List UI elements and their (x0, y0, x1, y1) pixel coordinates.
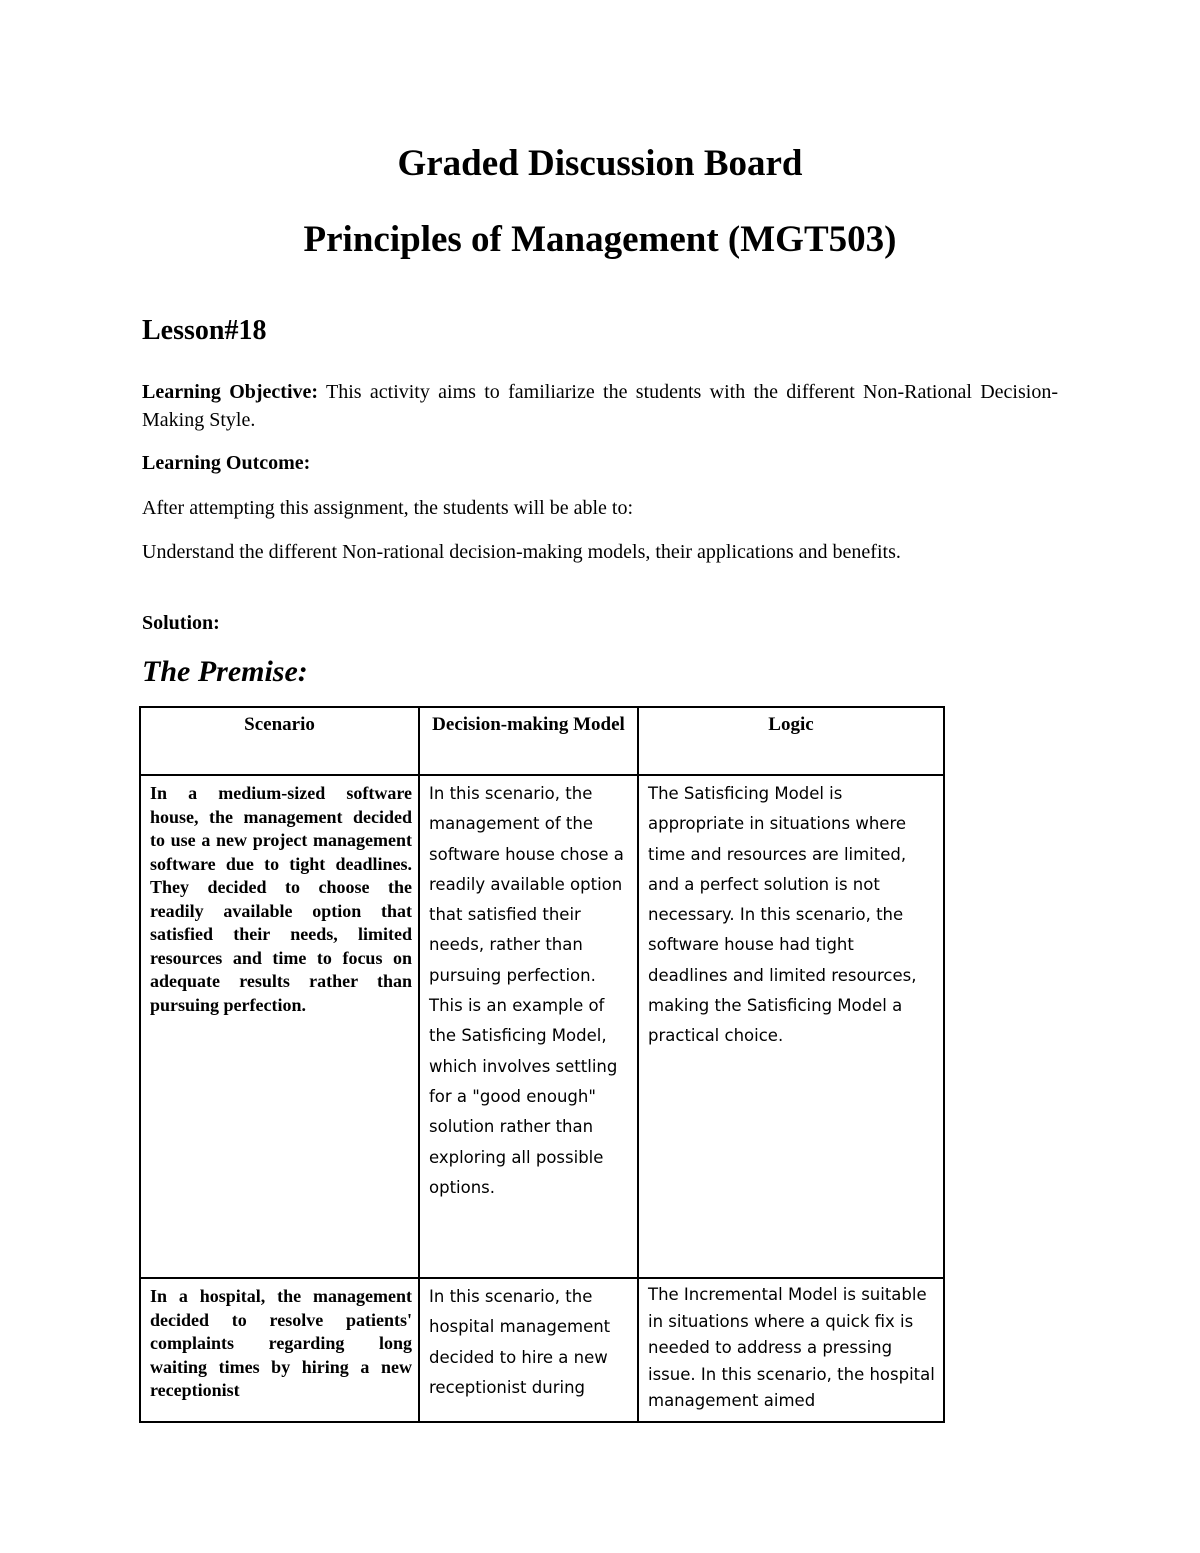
table-row (140, 1278, 944, 1422)
header-logic: Logic (638, 707, 944, 775)
learning-objective (142, 378, 1058, 434)
model-cell: In this scenario, the hospital management decided to hire a new receptionist during (419, 1278, 638, 1422)
premise-heading: The Premise: (142, 655, 308, 688)
course-title: Principles of Management (MGT503) (303, 219, 897, 260)
logic-cell: The Satisficing Model is appropriate in situations where time and resources are limited, and a perfect solution is not necessary. In this scenario, the software house had tight deadlines and limited resources, making the Satisficing Model a practical choice. (638, 775, 944, 1278)
outcome-item: Understand the different Non-rational decision-making models, their applications and benefits. (142, 541, 901, 563)
objective-text: This activity aims to familiarize the students with the different Non-Rational Decision-Making Style. (142, 381, 1058, 431)
logic-cell: The Incremental Model is suitable in situations where a quick fix is needed to address a pressing issue. In this scenario, the hospital management aimed (638, 1278, 944, 1422)
outcome-intro: After attempting this assignment, the students will be able to: (142, 497, 634, 519)
table-header-row (140, 707, 944, 775)
document-title: Graded Discussion Board (397, 143, 803, 184)
learning-outcome-heading: Learning Outcome: (142, 452, 311, 474)
premise-table (139, 706, 945, 1423)
lesson-heading: Lesson#18 (142, 315, 267, 346)
header-scenario: Scenario (140, 707, 419, 775)
objective-label: Learning Objective: (142, 381, 319, 403)
scenario-cell: In a medium-sized software house, the management decided to use a new project management software due to tight deadlines. They decided to choose the readily available option that satisfied their needs, limited resources and time to focus on adequate results rather than pursuing perfection. (140, 775, 419, 1278)
table-row (140, 775, 944, 1278)
header-decision-model: Decision-making Model (419, 707, 638, 775)
model-cell: In this scenario, the management of the software house chose a readily available option that satisfied their needs, rather than pursuing perfection. This is an example of the Satisficing Model, which involves settling for a "good enough" solution rather than exploring all possible options. (419, 775, 638, 1278)
solution-label: Solution: (142, 612, 220, 634)
scenario-cell: In a hospital, the management decided to resolve patients' complaints regarding long waiting times by hiring a new receptionist (140, 1278, 419, 1422)
